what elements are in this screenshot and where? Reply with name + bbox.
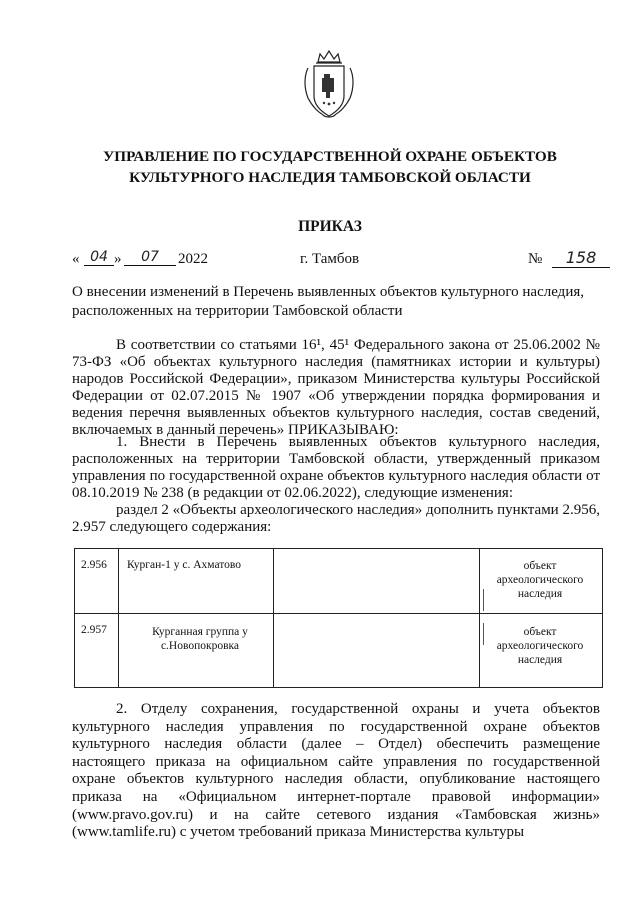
order-number: 158	[552, 248, 610, 268]
date-number-line	[72, 248, 612, 273]
date-month: 07	[124, 249, 176, 266]
org-line-2: КУЛЬТУРНОГО НАСЛЕДИЯ ТАМБОВСКОЙ ОБЛАСТИ	[129, 169, 531, 186]
table-divider	[75, 613, 602, 614]
paragraph-item-1: 1. Внести в Перечень выявленных объектов культурного наследия, расположенных на территории Тамбовской области, утвержденный приказом управления по государственной охране объектов культурного наследия области от 08.10.2019 № 238 (в редакции от 02.06.2022), следующие изменения:	[72, 434, 600, 501]
number-sign: №	[528, 251, 543, 267]
date-quote-open: «	[72, 251, 80, 267]
table-row-1-name: Курган-1 у с. Ахматово	[127, 559, 242, 571]
date-day: 04	[84, 249, 114, 266]
org-line-1: УПРАВЛЕНИЕ ПО ГОСУДАРСТВЕННОЙ ОХРАНЕ ОБЪЕКТОВ	[103, 148, 557, 165]
table-divider	[118, 549, 119, 687]
date-quote-close: »	[114, 251, 122, 267]
table-row-2-type: объект археологического наследия	[496, 626, 584, 666]
table-row-2-name: Курганная группа у с.Новопокровка	[152, 626, 248, 652]
date-year: 2022	[178, 251, 208, 267]
table-row-1-number: 2.956	[81, 559, 107, 571]
subject-line-2: расположенных на территории Тамбовской области	[72, 303, 403, 319]
subject-line-1: О внесении изменений в Перечень выявленных объектов культурного наследия,	[72, 284, 584, 300]
order-subject	[72, 283, 602, 321]
table-row-1-type: объект археологического наследия	[496, 560, 584, 600]
objects-table	[74, 548, 603, 688]
paragraph-item-2: 2. Отделу сохранения, государственной охраны и учета объектов культурного наследия управления по государственной охране объектов культурного наследия области (далее – Отдел) обеспечить размещение настоящего приказа на официальном сайте управления по государственной охране объектов культурного наследия области, опубликование настоящего приказа на «Официальном интернет-портале правовой информации» (www.pravo.gov.ru) и на сайте сетевого издания «Тамбовская жизнь» (www.tamlife.ru) с учетом требований приказа Министерства культуры	[72, 701, 600, 841]
table-divider	[273, 549, 274, 687]
city: г. Тамбов	[300, 251, 360, 267]
table-row-2-number: 2.957	[81, 624, 107, 636]
paragraph-preamble: В соответствии со статьями 16¹, 45¹ Федерального закона от 25.06.2002 № 73-ФЗ «Об объектах культурного наследия (памятниках истории и культуры) народов Российской Федерации», приказом Министерства культуры Российской Федерации от 02.07.2015 № 1907 «Об утверждении порядка формирования и ведения перечня выявленных объектов культурного наследия, состав сведений, включаемых в данный перечень» ПРИКАЗЫВАЮ:	[72, 337, 600, 438]
tambov-coat-of-arms-icon	[300, 48, 358, 124]
organization-name	[60, 146, 600, 188]
document-type: ПРИКАЗ	[298, 218, 362, 235]
paragraph-section-2: раздел 2 «Объекты археологического наследия» дополнить пунктами 2.956, 2.957 следующего содержания:	[72, 502, 600, 535]
